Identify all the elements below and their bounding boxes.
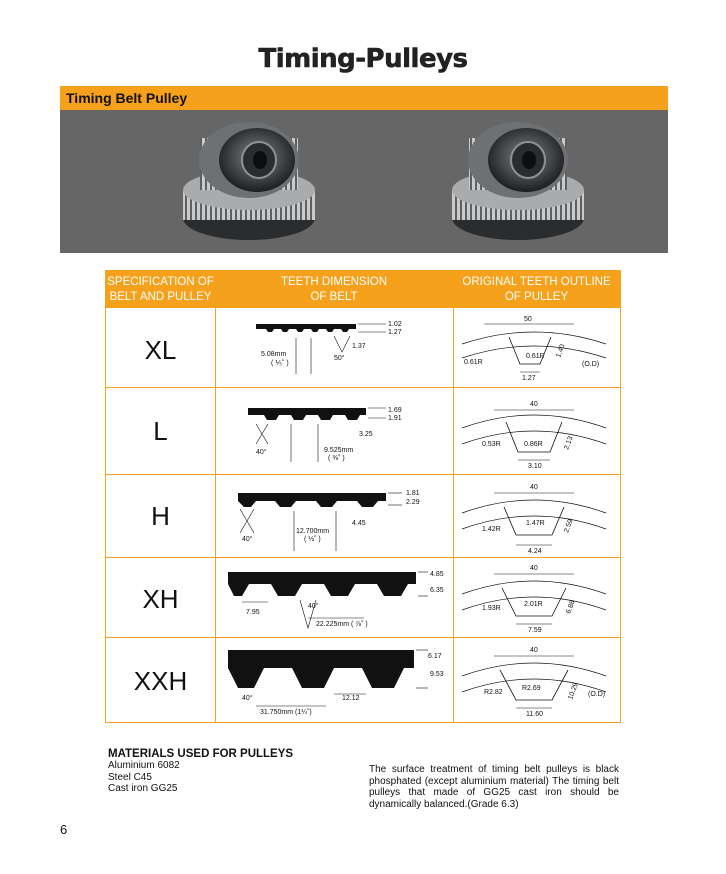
dim-h1: 1.02 (388, 321, 402, 328)
page-number: 6 (60, 822, 68, 837)
belt-teeth-diagram (216, 388, 453, 475)
dim-r1: 0.53R (482, 441, 501, 448)
section-title: Timing Belt Pulley (66, 90, 188, 106)
dim-od: (O.D) (588, 691, 606, 698)
material-item: Cast iron GG25 (108, 783, 178, 794)
dim-depth: 2.59 (563, 518, 575, 534)
pulley-outline-diagram (454, 388, 620, 475)
product-photo-panel (60, 110, 668, 253)
material-item: Aluminium 6082 (108, 760, 180, 771)
belt-teeth-diagram (216, 308, 453, 388)
dim-t: 7.95 (246, 609, 260, 616)
belt-code: XL (144, 335, 177, 365)
spec-table (105, 270, 621, 723)
pulley-outline-diagram (454, 308, 620, 388)
table-row (106, 557, 620, 638)
dim-arc: 40 (530, 484, 538, 491)
dim-width: 3.10 (528, 463, 542, 470)
dim-h1: 1.69 (388, 407, 402, 414)
dim-depth: 10.29 (567, 681, 580, 701)
dim-pitch: 9.525mm (324, 447, 354, 454)
dim-t: 3.25 (359, 431, 373, 438)
table-row (106, 387, 620, 475)
belt-teeth-diagram (216, 638, 453, 723)
dim-arc: 40 (530, 647, 538, 654)
dim-h1: 6.17 (428, 653, 442, 660)
dim-r1: 0.61R (464, 359, 483, 366)
dim-pitch: 5.08mm (261, 351, 287, 358)
dim-arc: 40 (530, 565, 538, 572)
dim-fraction: ( ⅜ˮ ) (328, 455, 345, 462)
dim-h1: 1.81 (406, 490, 420, 497)
dim-t: 4.45 (352, 520, 366, 527)
dim-fraction: ( ⅕ˮ ) (271, 360, 289, 367)
dim-pitch: 31.750mm (1¼ˮ) (260, 709, 312, 716)
table-row (106, 307, 620, 388)
page-title: Timing-Pulleys (258, 44, 468, 74)
dim-t: 1.37 (352, 343, 366, 350)
dim-h2: 6.35 (430, 587, 444, 594)
dim-pitch: 12.700mm (296, 528, 330, 535)
pulley-image-right (452, 122, 584, 240)
dim-depth: 6.88 (565, 599, 577, 615)
belt-code: XXH (133, 666, 188, 696)
belt-teeth-diagram (216, 558, 453, 638)
dim-fraction: ( ½ˮ ) (304, 536, 321, 543)
pulley-outline-diagram (454, 558, 620, 638)
dim-h2: 2.29 (406, 499, 420, 506)
materials-section (108, 748, 368, 795)
dim-angle: 40° (242, 695, 253, 702)
dim-angle: 40° (242, 536, 253, 543)
dim-depth: 1.40 (555, 343, 567, 359)
pulley-outline-diagram (454, 475, 620, 558)
dim-h2: 1.27 (388, 329, 402, 336)
header-spec: SPECIFICATION OF BELT AND PULLEY (107, 276, 214, 303)
dim-r2: 1.47R (526, 520, 545, 527)
dim-width: 4.24 (528, 548, 542, 555)
dim-angle: 40° (308, 603, 319, 610)
dim-r1: 1.93R (482, 605, 501, 612)
dim-r2: 2.01R (524, 601, 543, 608)
pulley-photo (60, 110, 668, 253)
dim-h2: 9.53 (430, 671, 444, 678)
surface-treatment-note: The surface treatment of timing belt pulleys is black phosphated (except aluminium material) The timing belt pulleys that made of GG25 cast iron should be dynamically balanced.(Grade 6.3) (369, 764, 619, 810)
dim-depth: 2.13 (563, 435, 575, 451)
pulley-outline-diagram (454, 638, 620, 723)
dim-t: 12.12 (342, 695, 360, 702)
dim-r1: R2.82 (484, 689, 503, 696)
table-header (106, 271, 620, 307)
dim-r2: 0.61R (526, 353, 545, 360)
section-header (60, 86, 668, 110)
pulley-image-left (183, 122, 315, 240)
table-row (106, 474, 620, 558)
dim-h1: 4.85 (430, 571, 444, 578)
dim-od: (O.D) (582, 361, 600, 368)
dim-angle: 50° (334, 355, 345, 362)
belt-code: L (153, 416, 168, 446)
dim-width: 11.60 (526, 711, 543, 718)
dim-r1: 1.42R (482, 526, 501, 533)
belt-code: XH (142, 584, 179, 614)
dim-r2: 0.86R (524, 441, 543, 448)
dim-width: 7.59 (528, 627, 542, 634)
belt-code: H (151, 501, 170, 531)
header-outline: ORIGINAL TEETH OUTLINE OF PULLEY (462, 276, 611, 303)
dim-width: 1.27 (522, 375, 536, 382)
header-teeth: TEETH DIMENSION OF BELT (280, 276, 388, 303)
dim-angle: 40° (256, 449, 267, 456)
dim-r2: R2.69 (522, 685, 541, 692)
dim-arc: 40 (530, 401, 538, 408)
table-row (106, 637, 620, 723)
dim-h2: 1.91 (388, 415, 402, 422)
dim-arc: 50 (524, 316, 532, 323)
dim-pitch: 22.225mm ( ⅞ˮ ) (316, 621, 368, 628)
material-item: Steel C45 (108, 771, 152, 783)
belt-teeth-diagram (216, 475, 453, 558)
materials-heading: MATERIALS USED FOR PULLEYS (108, 748, 294, 760)
